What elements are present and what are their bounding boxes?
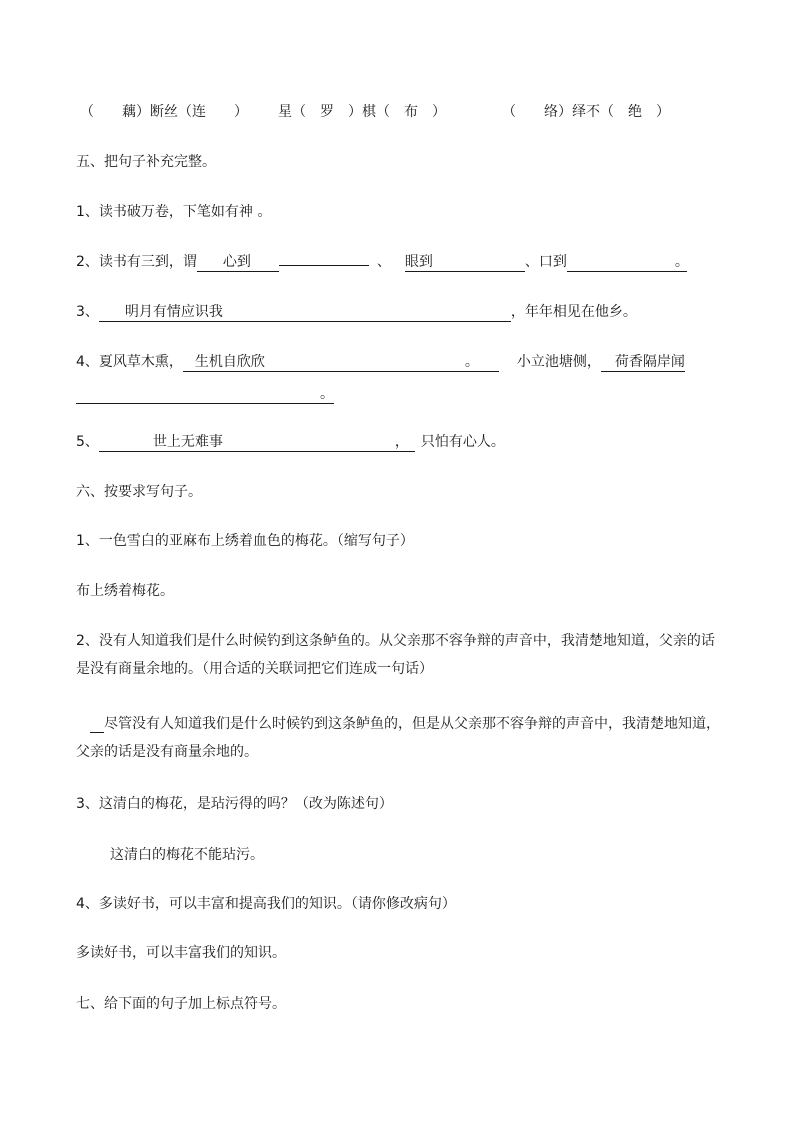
section-6-question-3: 3、这清白的梅花，是玷污得的吗？（改为陈述句） bbox=[76, 796, 393, 812]
q4-blank-2 bbox=[601, 353, 685, 372]
section-6-answer-2 bbox=[76, 710, 726, 766]
section-7-heading: 七、给下面的句子加上标点符号。 bbox=[76, 996, 286, 1012]
q2-blank-1 bbox=[197, 253, 279, 272]
q3-prefix: 3、 bbox=[76, 304, 99, 320]
q2-prefix: 2、读书有三到，谓 bbox=[76, 254, 197, 270]
q5-blank bbox=[99, 433, 415, 452]
q4-blank-1 bbox=[183, 353, 499, 372]
section-6-question-2: 2、没有人知道我们是什么时候钓到这条鲈鱼的。从父亲那不容争辩的声音中，我清楚地知道，父亲的话是没有商量余地的。（用合适的关联词把它们连成一句话） bbox=[76, 633, 715, 677]
section-6-answer-1: 布上绣着梅花。 bbox=[76, 583, 174, 599]
q3-fill: 明月有情应识我 bbox=[124, 304, 223, 320]
q2-separator-1: 、 bbox=[376, 254, 391, 270]
section-6-answer-3: 这清白的梅花不能玷污。 bbox=[110, 847, 264, 863]
answer-2-text: 尽管没有人知道我们是什么时候钓到这条鲈鱼的，但是从父亲那不容争辩的声音中，我清楚地知道，父亲的话是没有商量余地的。 bbox=[76, 716, 720, 760]
q4-prefix: 4、夏风草木熏， bbox=[76, 354, 183, 370]
idiom-item-luo-yi-bu-jue: （ 络）绎不（ 绝 ） bbox=[502, 104, 670, 120]
idiom-item-ou-duan-si-lian: （ 藕）断丝（连 ） bbox=[80, 104, 248, 120]
q4-fill-1: 生机自欣欣 bbox=[194, 354, 265, 370]
section-5-question-4 bbox=[76, 352, 685, 372]
q2-end: 。 bbox=[674, 254, 689, 270]
idiom-item-xing-luo-qi-bu: 星（ 罗 ）棋（ 布 ） bbox=[278, 104, 446, 120]
q2-blank-1-tail bbox=[279, 265, 369, 266]
section-6-answer-4: 多读好书，可以丰富我们的知识。 bbox=[76, 945, 286, 961]
q3-blank bbox=[99, 303, 511, 322]
q5-separator: ， bbox=[394, 434, 409, 450]
q5-prefix: 5、 bbox=[76, 434, 99, 450]
q4-middle: 小立池塘侧， bbox=[516, 354, 601, 370]
q2-fill-2: 眼到 bbox=[404, 254, 433, 270]
q4-fill-2: 荷香隔岸闻 bbox=[614, 354, 685, 370]
q5-fill: 世上无难事 bbox=[152, 434, 223, 450]
q4-end-2: 。 bbox=[320, 386, 334, 402]
q5-suffix: 只怕有心人。 bbox=[420, 434, 505, 450]
section-5-question-1: 1、读书破万卷，下笔如有神 。 bbox=[76, 204, 272, 220]
section-5-question-5 bbox=[76, 432, 505, 452]
section-6-question-1: 1、一色雪白的亚麻布上绣着血色的梅花。（缩写句子） bbox=[76, 533, 414, 549]
q2-fill-1: 心到 bbox=[222, 254, 251, 270]
section-5-question-2 bbox=[76, 252, 687, 272]
q4-end-1: 。 bbox=[464, 354, 479, 370]
section-5-question-3 bbox=[76, 302, 637, 322]
section-6-heading: 六、按要求写句子。 bbox=[76, 484, 202, 500]
q4-blank-2-continued bbox=[76, 385, 334, 404]
section-5-question-4-continuation bbox=[76, 384, 334, 404]
section-6-question-4: 4、多读好书，可以丰富和提高我们的知识。（请你修改病句） bbox=[76, 896, 456, 912]
q2-blank-3 bbox=[567, 253, 687, 272]
q3-suffix: ，年年相见在他乡。 bbox=[510, 304, 637, 320]
section-5-heading: 五、把句子补充完整。 bbox=[76, 154, 216, 170]
q2-separator-2: 、口到 bbox=[524, 254, 567, 270]
q2-blank-2 bbox=[405, 253, 525, 272]
